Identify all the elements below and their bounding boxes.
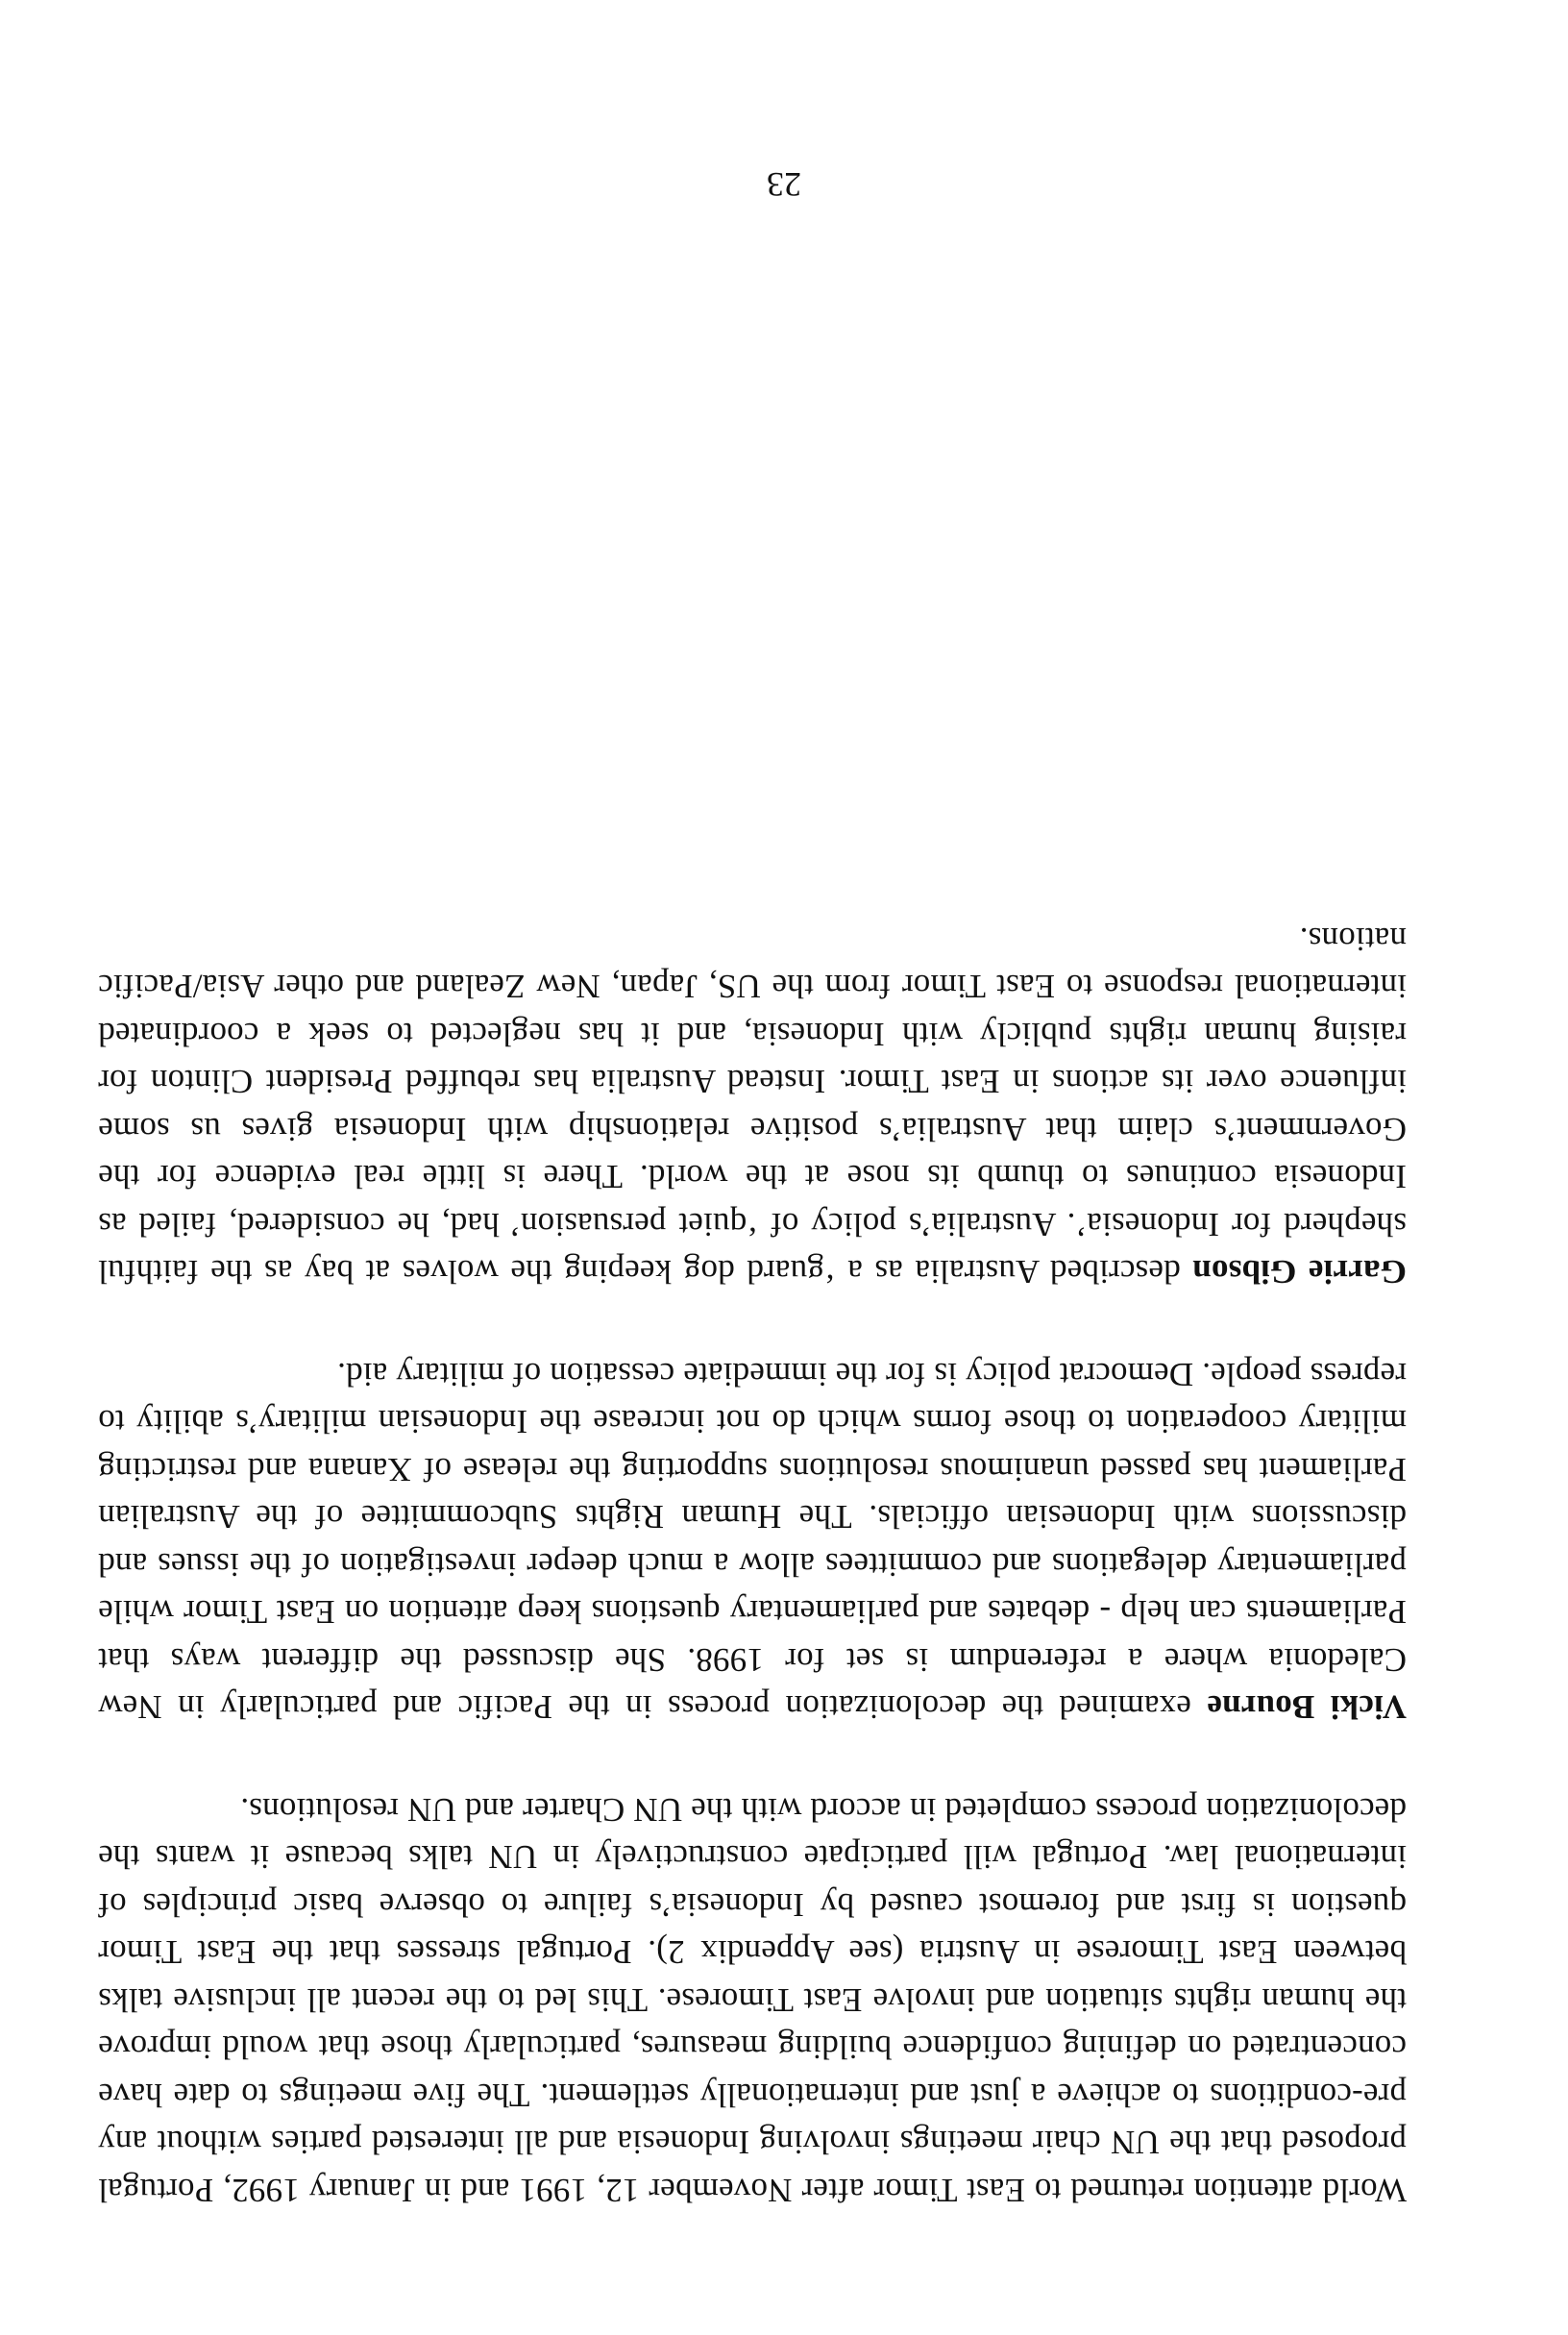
paragraph-text: examined the decolonization process in the Pacific and particularly in New Caledonia where a referendum is set for 1998. She discussed the different ways that Parliaments can help - debates and parliamentary questions keep attention on East Timor while parliamentary delegations and committees allow a much deeper investigation of the issues and discussions with Indonesian officials. The Human Rights Subcommittee of the Australian Parliament has passed unanimous resolutions supporting the release of Xanana and restricting military cooperation to those forms which do not increase the Indonesian military’s ability to repress people. Democrat policy is for the immediate cessation of military aid.	[97, 1356, 1407, 1727]
paragraph-text: World attention returned to East Timor after November 12, 1991 and in January 1992, Portugal proposed that the UN chair meetings involving Indonesia and all interested parties without any pre-conditions to achieve a just and internationally settlement. The five meetings to date have concentrated on defining confidence building measures, particularly those that would improve the human rights situation and involve East Timorese. This led to the recent all inclusive talks between East Timorese in Austria (see Appendix 2). Portugal stresses that the East Timor question is first and foremost caused by Indonesia’s failure to observe basic principles of international law. Portugal will participate constructively in UN talks because it wants the decolonization process completed in accord with the UN Charter and UN resolutions.	[98, 1791, 1407, 2209]
paragraph-text: described Australia as a ‘guard dog keeping the wolves at bay as the faithful shepherd for Indonesia’. Australia’s policy of ‘quiet persuasion’ had, he considered, failed as Indonesia continues to thumb its nose at the world. There is little real evidence for the Government’s claim that Australia’s positive relationship with Indonesia gives us some influence over its actions in East Timor. Instead Australia has rebuffed President Clinton for raising human rights publicly with Indonesia, and it has neglected to seek a coordinated international response to East Timor from the US, Japan, New Zealand and other Asia/Pacific nations.	[98, 921, 1407, 1291]
document-body	[98, 916, 1407, 2215]
speaker-name: Garrie Gibson	[1192, 1253, 1407, 1291]
paragraph-vicki-bourne	[98, 1351, 1407, 1732]
paragraph-garrie-gibson	[98, 916, 1407, 1296]
page-number: 23	[767, 165, 801, 204]
speaker-name: Vicki Bourne	[1207, 1688, 1407, 1727]
paragraph-portugal-un-talks	[98, 1786, 1407, 2215]
